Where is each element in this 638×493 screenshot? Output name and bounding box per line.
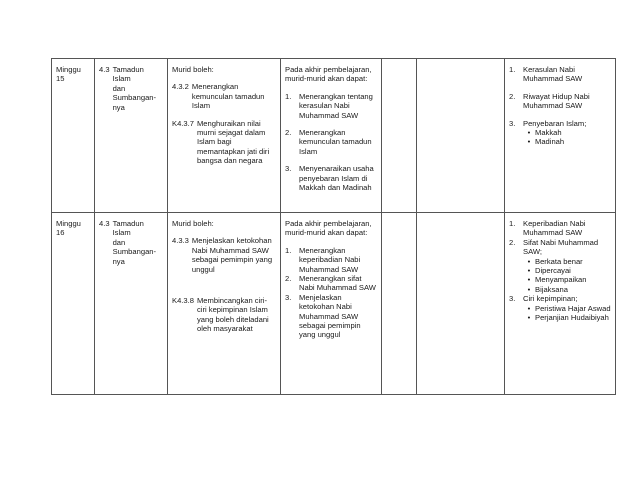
bullet-icon: • [527,128,531,138]
outcome-intro: Pada akhir pembelajaran, murid-murid akan dapat: [285,219,372,238]
bullet-list [523,128,611,147]
list-item: • Perjanjian Hudaibiyah [523,313,611,322]
topic-line: Sumbangan- [112,93,157,103]
activity-item: 4.3.3 Menjelaskan ketokohan Nabi Muhammad SAW sebagai pemimpin yang unggul [172,236,273,274]
activity-title: Murid boleh: [172,219,214,228]
topic-code: 4.3 [99,219,110,228]
content-item: 2. Riwayat Hidup Nabi Muhammad SAW [509,91,590,111]
content-cell [505,59,616,213]
bullet-icon: • [527,137,531,147]
topic-cell [95,213,168,395]
outcome-intro: Pada akhir pembelajaran, murid-murid akan dapat: [285,65,372,84]
activity-item: K4.3.7 Menghuraikan nilai murni sejagat dalam Islam bagi memantapkan jati diri bangsa dan negara [172,118,270,166]
week-cell: Minggu 16 [52,213,95,395]
week-cell: Minggu 15 [52,59,95,213]
content-item: 2. Sifat Nabi Muhammad SAW; • Berkata benar • Dipercayai • Menyampaikan • Bijaksana [509,238,611,294]
content-cell [505,213,616,395]
bullet-list [523,257,611,295]
outcome-cell [281,59,382,213]
outcome-item: 2. Menerangkan kemunculan tamadun Islam [285,128,372,156]
empty-cell [417,59,505,213]
outcome-item: 2. Menerangkan sifat Nabi Muhammad SAW [285,274,376,293]
activity-item: K4.3.8 Membincangkan ciri-ciri kepimpinan Islam yang boleh diteladani oleh masyarakat [172,296,269,334]
list-item: • Menyampaikan [523,275,611,284]
list-item: • Makkah [523,128,611,137]
list-item: • Berkata benar [523,257,611,266]
topic-line: Tamadun Islam [112,65,144,84]
content-item: 3. Ciri kepimpinan; • Peristiwa Hajar Aswad • Perjanjian Hudaibiyah [509,294,611,323]
outcome-item: 3. Menjelaskan ketokohan Nabi Muhammad SAW sebagai pemimpin yang unggul [285,292,361,340]
topic-line: Sumbangan- [112,247,157,257]
activity-item: 4.3.2 Menerangkan kemunculan tamadun Islam [172,82,265,111]
bullet-icon: • [527,275,531,285]
list-item: • Madinah [523,137,611,146]
outcome-item: 1. Menerangkan tentang kerasulan Nabi Muhammad SAW [285,91,373,120]
bullet-icon: • [527,284,531,294]
content-item: 1. Keperibadian Nabi Muhammad SAW [509,219,586,238]
outcome-item: 3. Menyenaraikan usaha penyebaran Islam di Makkah dan Madinah [285,164,374,193]
outcome-item: 1. Menerangkan keperibadian Nabi Muhammad SAW [285,245,361,274]
bullet-icon: • [527,313,531,323]
table-row [52,59,616,213]
content-item: 1. Kerasulan Nabi Muhammad SAW [509,65,583,84]
bullet-icon: • [527,303,531,313]
activity-cell [168,59,281,213]
bullet-icon: • [527,266,531,276]
topic-line: dan [112,237,126,247]
empty-cell [382,213,417,395]
list-item: • Dipercayai [523,266,611,275]
activity-title: Murid boleh: [172,65,214,74]
topic-code: 4.3 [99,65,110,74]
table-row [52,213,616,395]
empty-cell [417,213,505,395]
bullet-list [523,304,611,323]
topic-cell [95,59,168,213]
activity-cell [168,213,281,395]
topic-line: Tamadun Islam [112,219,144,238]
lesson-plan-table [51,58,616,395]
list-item: • Peristiwa Hajar Aswad [523,304,611,313]
content-item: 3. Penyebaran Islam; • Makkah • Madinah [509,119,611,147]
topic-line: nya [112,256,125,266]
list-item: • Bijaksana [523,285,611,294]
topic-line: nya [112,102,125,112]
empty-cell [382,59,417,213]
topic-line: dan [112,83,126,93]
outcome-cell [281,213,382,395]
bullet-icon: • [527,256,531,266]
